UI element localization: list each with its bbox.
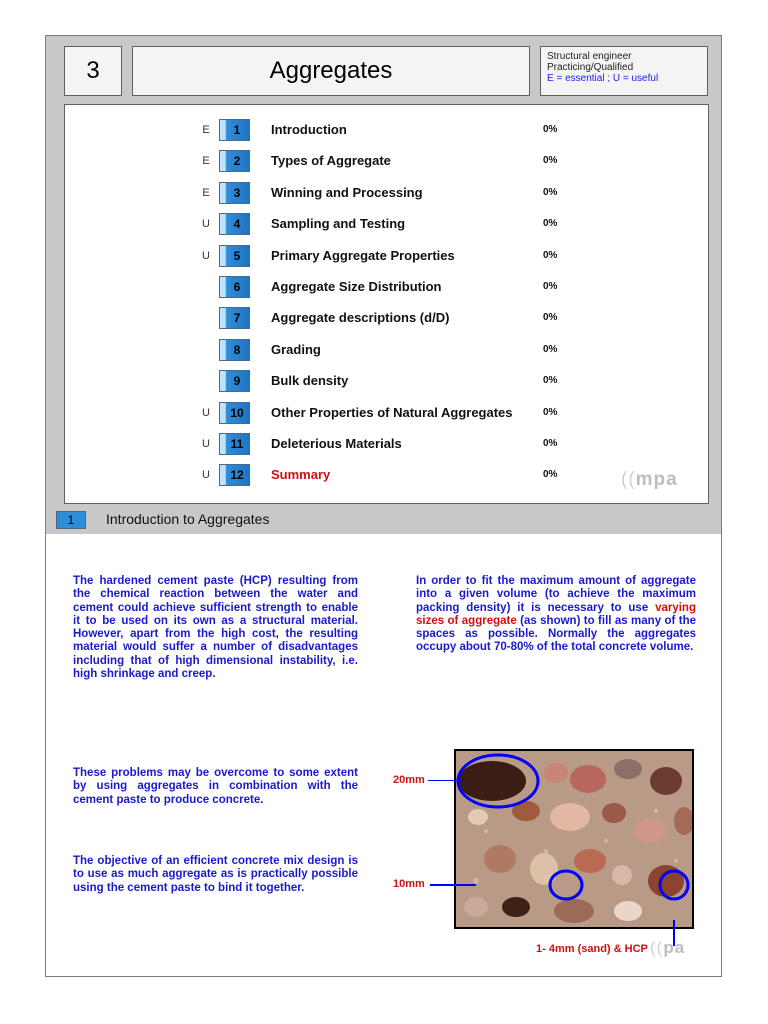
packing-highlight: varying sizes of aggregate	[416, 601, 696, 627]
page-title: Aggregates	[132, 46, 530, 96]
paragraph-objective: The objective of an efficient concrete mix design is to use as much aggregate as is practically possible using the cement paste to bind it together.	[73, 855, 358, 894]
toc-item-button[interactable]: 3	[219, 182, 250, 204]
toc-item[interactable]	[65, 370, 705, 394]
section-number-button[interactable]: 1	[56, 511, 86, 529]
audience-info	[540, 46, 708, 96]
toc-priority-flag: U	[202, 218, 210, 231]
toc-item-button[interactable]: 6	[219, 276, 250, 298]
info-line-2: Practicing/Qualified	[547, 62, 634, 73]
section-header-bar	[46, 504, 721, 534]
toc-item[interactable]	[65, 245, 705, 269]
toc-progress: 0%	[543, 438, 558, 449]
header-bar	[46, 36, 721, 104]
toc-progress: 0%	[543, 186, 558, 198]
paragraph-hcp: The hardened cement paste (HCP) resulting from the chemical reaction between the water and cement could achieve sufficient strength to enable it to be used on its own as a structural material. However, apart from the high cost, the resulting material would suffer a number of disadvantages including that of high dimensional instability, i.e. high shrinkage and creep.	[73, 575, 358, 681]
packing-text-b: (as shown) to fill as many of the spaces as possible. Normally the aggregates occupy about 70-80% of the total concrete volume.	[416, 614, 696, 654]
paragraph-problems: These problems may be overcome to some extent by using aggregates in combination with the cement paste to produce concrete.	[73, 767, 358, 806]
label-20mm: 20mm	[393, 774, 425, 786]
toc-progress: 0%	[543, 249, 558, 261]
toc-item-button[interactable]: 2	[219, 150, 250, 172]
toc-item-button[interactable]: 5	[219, 245, 250, 267]
toc-right-margin	[709, 104, 721, 504]
concrete-cross-section-image	[454, 749, 694, 929]
toc-priority-flag: U	[202, 406, 210, 419]
toc-item[interactable]	[65, 433, 705, 457]
toc-priority-flag: E	[202, 186, 210, 199]
concrete-texture	[456, 751, 692, 927]
toc-priority-flag: U	[202, 469, 210, 482]
toc-item[interactable]	[65, 276, 705, 300]
toc-progress: 0%	[543, 124, 558, 135]
mpa-logo-bottom: ((pa	[650, 938, 686, 957]
info-line-1: Structural engineer	[547, 51, 632, 62]
section-number: 3	[64, 46, 122, 96]
label-10mm: 10mm	[393, 878, 425, 890]
mpa-logo: ((mpa	[621, 469, 678, 490]
logo-text-bottom: pa	[663, 938, 686, 957]
toc-item-button[interactable]: 4	[219, 213, 250, 235]
packing-text-a: In order to fit the maximum amount of aggregate into a given volume (to achieve the maximum packing density) it is necessary to use	[416, 575, 696, 614]
toc-item-label[interactable]: Types of Aggregate	[271, 153, 391, 169]
toc-item[interactable]	[65, 182, 705, 206]
label-sand-hcp: 1- 4mm (sand) & HCP	[536, 943, 648, 955]
toc-item-label[interactable]: Aggregate Size Distribution	[271, 279, 442, 294]
toc-item-label[interactable]: Sampling and Testing	[271, 216, 406, 232]
toc-progress: 0%	[543, 312, 558, 324]
paragraph-packing	[416, 575, 696, 655]
table-of-contents	[64, 104, 709, 504]
toc-item-label[interactable]: Primary Aggregate Properties	[271, 247, 455, 263]
toc-item-label[interactable]: Grading	[271, 341, 321, 357]
toc-item-button[interactable]: 1	[219, 119, 250, 141]
callout-lines	[426, 780, 486, 890]
toc-item-label[interactable]: Aggregate descriptions (d/D)	[271, 310, 450, 326]
slide-frame	[45, 35, 722, 977]
toc-item-label[interactable]: Bulk density	[271, 373, 349, 389]
toc-priority-flag: U	[202, 438, 210, 450]
toc-progress: 0%	[543, 406, 558, 418]
toc-left-margin	[46, 104, 64, 504]
toc-item-button[interactable]: 7	[219, 307, 250, 329]
toc-item[interactable]	[65, 402, 705, 426]
toc-progress: 0%	[543, 375, 558, 387]
toc-item-label[interactable]: Summary	[271, 467, 331, 483]
toc-priority-flag: E	[202, 124, 210, 136]
toc-item[interactable]	[65, 339, 705, 363]
toc-item-button[interactable]: 11	[219, 433, 250, 455]
toc-item-label[interactable]: Introduction	[271, 122, 347, 137]
toc-item[interactable]	[65, 307, 705, 331]
toc-item-label[interactable]: Other Properties of Natural Aggregates	[271, 404, 513, 420]
toc-item[interactable]	[65, 213, 705, 237]
logo-text: mpa	[635, 469, 678, 490]
toc-progress: 0%	[543, 281, 558, 292]
toc-item[interactable]	[65, 150, 705, 174]
toc-item[interactable]	[65, 464, 705, 488]
toc-priority-flag: E	[202, 155, 210, 168]
toc-progress: 0%	[543, 469, 558, 481]
info-legend: E = essential ; U = useful	[547, 73, 659, 84]
toc-item-label[interactable]: Deleterious Materials	[271, 436, 402, 451]
toc-progress: 0%	[543, 155, 558, 167]
toc-item-button[interactable]: 12	[219, 464, 250, 486]
toc-item-button[interactable]: 8	[219, 339, 250, 361]
section-title: Introduction to Aggregates	[106, 511, 270, 527]
toc-item-button[interactable]: 9	[219, 370, 250, 392]
toc-item[interactable]	[65, 119, 705, 143]
toc-progress: 0%	[543, 218, 558, 230]
toc-progress: 0%	[543, 343, 558, 355]
toc-item-button[interactable]: 10	[219, 402, 250, 424]
toc-priority-flag: U	[202, 249, 210, 262]
toc-item-label[interactable]: Winning and Processing	[271, 184, 423, 200]
